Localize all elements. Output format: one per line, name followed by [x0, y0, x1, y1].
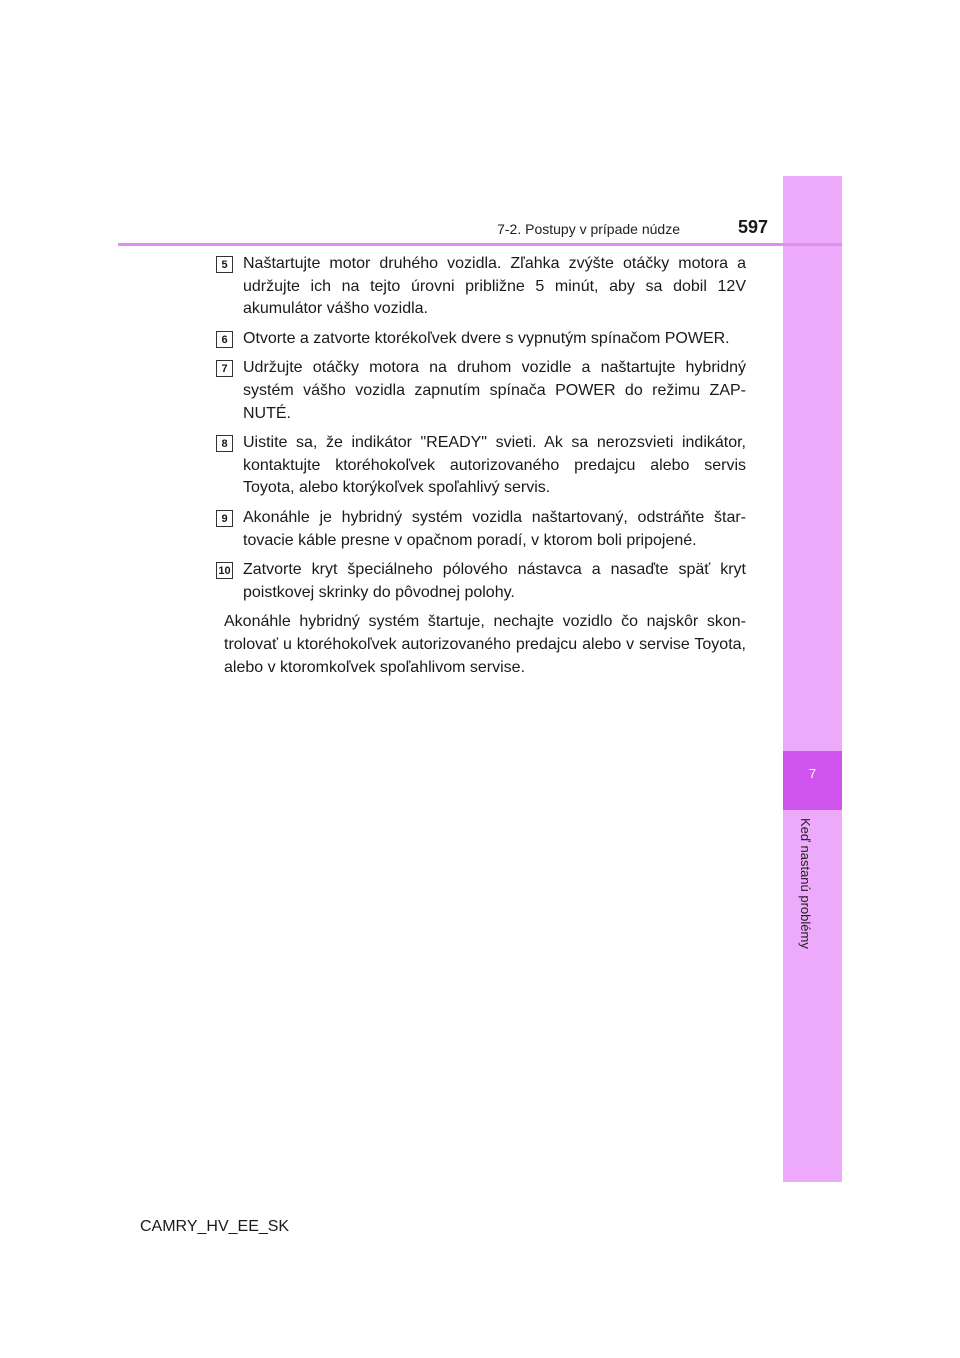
step-number-badge: 8 — [216, 435, 233, 452]
step-text: Akonáhle je hybridný systém vozidla naštartovaný, odstráňte štar-tovacie káble presne v opačnom poradí, v ktorom boli pripojené. — [243, 508, 746, 549]
step-number-badge: 6 — [216, 331, 233, 348]
step-text: Uistite sa, že indikátor "READY" svieti. Ak sa nerozsvieti indikátor, kontaktujte ktoréhokoľvek autorizovaného predajcu alebo servis Toyota, alebo ktorýkoľvek spoľahlivý servis. — [243, 434, 746, 497]
step-item — [216, 559, 746, 604]
step-item — [216, 357, 746, 425]
section-title: 7-2. Postupy v prípade núdze — [497, 221, 680, 237]
step-number-badge: 5 — [216, 256, 233, 273]
chapter-side-tab — [783, 176, 842, 1182]
page-content — [216, 253, 746, 679]
step-item — [216, 432, 746, 500]
step-item — [216, 253, 746, 321]
step-number-badge: 10 — [216, 562, 233, 579]
chapter-number: 7 — [808, 766, 817, 781]
step-number-badge: 7 — [216, 360, 233, 377]
step-text: Naštartujte motor druhého vozidla. Zľahka zvýšte otáčky motora a udržujte ich na tejto úrovni približne 5 minút, aby sa dobil 12V akumulátor vášho vozidla. — [243, 255, 746, 318]
step-item — [216, 328, 746, 351]
step-number-badge: 9 — [216, 510, 233, 527]
step-text: Udržujte otáčky motora na druhom vozidle a naštartujte hybridný systém vášho vozidla zapnutím spínača POWER do režimu ZAP-NUTÉ. — [243, 359, 746, 422]
step-text: Zatvorte kryt špeciálneho pólového nástavca a nasaďte späť kryt poistkovej skrinky do pôvodnej polohy. — [243, 561, 746, 601]
page-number: 597 — [738, 217, 769, 237]
step-text: Otvorte a zatvorte ktorékoľvek dvere s vypnutým spínačom POWER. — [243, 329, 730, 347]
chapter-title: Keď nastanú problémy — [798, 818, 813, 949]
step-item — [216, 507, 746, 552]
header-divider — [118, 243, 842, 246]
document-code: CAMRY_HV_EE_SK — [140, 1218, 290, 1235]
closing-note: Akonáhle hybridný systém štartuje, nechajte vozidlo čo najskôr skon-trolovať u ktoréhokoľvek autorizovaného predajcu alebo v servise Toyota, alebo v ktoromkoľvek spoľahlivom servise. — [224, 613, 746, 676]
